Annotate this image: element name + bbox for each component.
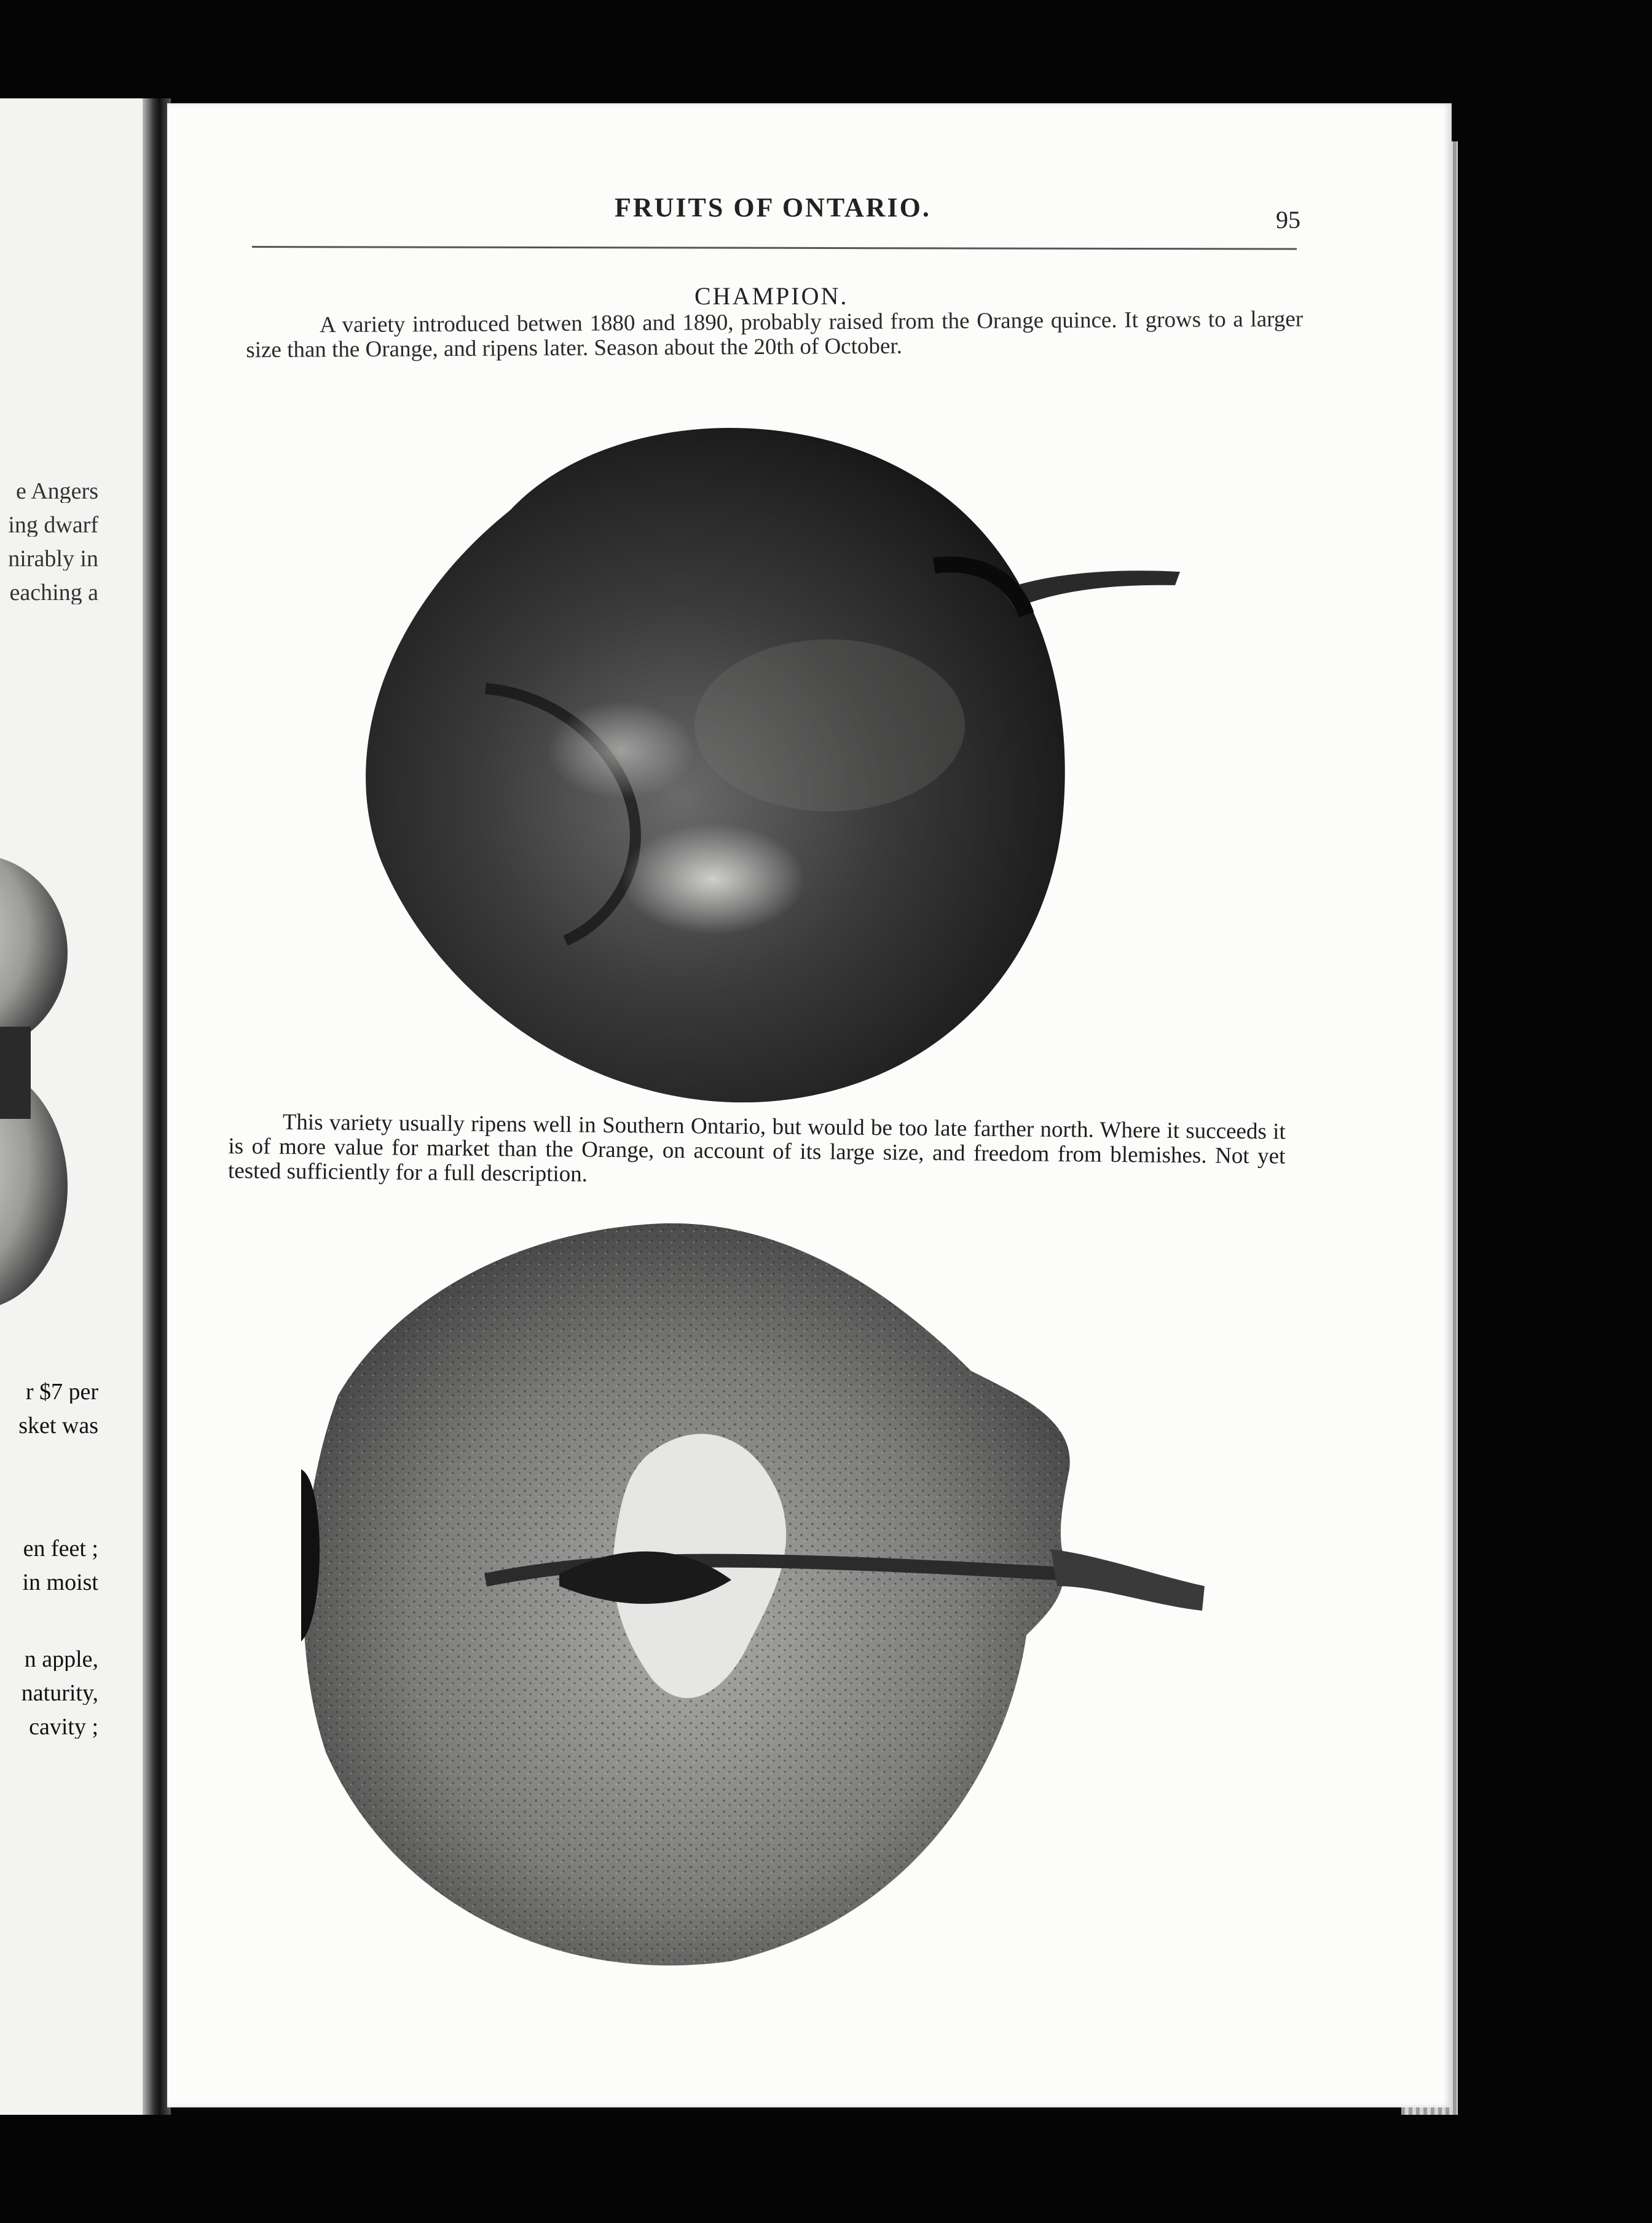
left-page-fragment [0,98,154,2115]
running-head: FRUITS OF ONTARIO. [615,192,931,223]
whole-quince-photograph [363,406,1198,1113]
left-text-fragment: n apple, [24,1648,98,1671]
left-text-fragment: eaching a [9,581,98,604]
quince-cross-section-photograph [301,1211,1217,1980]
left-text-fragment: naturity, [21,1681,98,1705]
left-text-fragment: in moist [22,1571,98,1594]
left-text-fragment: ing dwarf [8,513,98,537]
left-page-fruit-illustration [0,842,68,1334]
left-text-fragment: en feet ; [23,1537,98,1560]
left-text-fragment: e Angers [15,480,98,503]
left-text-fragment: sket was [18,1414,98,1437]
description-paragraph: This variety usually ripens well in Southern Ontario, but would be too late farther north. Where it succeeds it is of more value for market than the Orange, on account of its large size, and freedom from blemishes. Not yet tested sufficiently for a full description. [227,1109,1286,1187]
left-text-fragment: cavity ; [29,1715,98,1739]
left-text-fragment: nirably in [8,547,98,571]
variety-title: CHAMPION. [694,282,849,310]
left-text-fragment: r $7 per [25,1380,98,1404]
page-number: 95 [1276,206,1300,234]
intro-paragraph: A variety introduced betwen 1880 and 1890, probably raised from the Orange quince. It grows to a larger size than the Orange, and ripens later. Season about the 20th of October. [246,306,1304,363]
